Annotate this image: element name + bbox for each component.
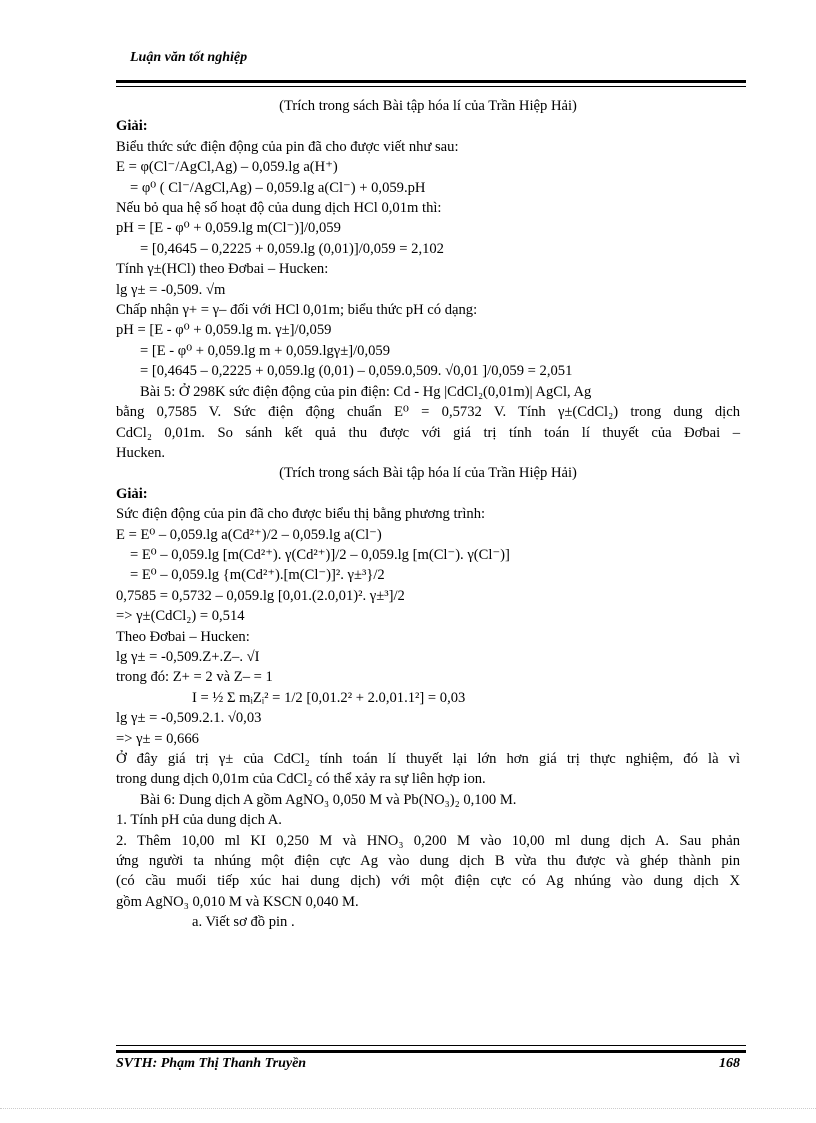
text-line: = φ⁰ ( Cl⁻/AgCl,Ag) – 0,059.lg a(Cl⁻) + 0,059.pH <box>130 179 426 196</box>
text-line: ứng người ta nhúng một điện cực Ag vào dung dịch B vừa thu được và ghép thành pin <box>116 853 740 870</box>
text-line: Biểu thức sức điện động của pin đã cho được viết như sau: <box>116 138 459 155</box>
text-line: a. Viết sơ đồ pin . <box>192 914 295 931</box>
running-header: Luận văn tốt nghiệp <box>130 50 248 65</box>
footer-rule-thin <box>116 1045 746 1046</box>
text-line: = [0,4645 – 0,2225 + 0,059.lg (0,01) – 0,059.0,509. √0,01 ]/0,059 = 2,051 <box>140 363 573 380</box>
text-line: Chấp nhận γ+ = γ– đối với HCl 0,01m; biểu thức pH có dạng: <box>116 302 478 319</box>
text-line: bằng 0,7585 V. Sức điện động chuẩn E⁰ = 0,5732 V. Tính γ±(CdCl₂) trong dung dịch <box>116 404 740 421</box>
text-line: 1. Tính pH của dung dịch A. <box>116 812 282 829</box>
header-rule-thin <box>116 86 746 87</box>
text-line: Bài 6: Dung dịch A gồm AgNO₃ 0,050 M và Pb(NO₃)₂ 0,100 M. <box>140 791 517 808</box>
text-line: Bài 5: Ở 298K sức điện động của pin điện: Cd - Hg |CdCl₂(0,01m)| AgCl, Ag <box>140 383 592 400</box>
text-line: lg γ± = -0,509. √m <box>116 281 226 298</box>
text-line: => γ±(CdCl₂) = 0,514 <box>116 608 245 625</box>
text-line: pH = [E - φ⁰ + 0,059.lg m. γ±]/0,059 <box>116 322 332 339</box>
page-edge-dotted-line <box>0 1108 816 1109</box>
text-line: 2. Thêm 10,00 ml KI 0,250 M và HNO₃ 0,200 M vào 10,00 ml dung dịch A. Sau phản <box>116 832 740 849</box>
text-line: pH = [E - φ⁰ + 0,059.lg m(Cl⁻)]/0,059 <box>116 220 341 237</box>
header-rule-thick <box>116 80 746 83</box>
footer-author: SVTH: Phạm Thị Thanh Truyền <box>116 1056 307 1071</box>
text-line: Tính γ±(HCl) theo Đơbai – Hucken: <box>116 261 329 278</box>
page-number: 168 <box>719 1056 740 1071</box>
text-line: trong dung dịch 0,01m của CdCl₂ có thể xảy ra sự liên hợp ion. <box>116 771 486 788</box>
text-line: E = φ(Cl⁻/AgCl,Ag) – 0,059.lg a(H⁺) <box>116 159 338 176</box>
text-line: Giải: <box>116 118 148 135</box>
text-line: Sức điện động của pin đã cho được biểu thị bằng phương trình: <box>116 506 486 523</box>
text-line: CdCl₂ 0,01m. So sánh kết quả thu được với giá trị tính toán lí thuyết của Đơbai – <box>116 424 740 441</box>
running-footer <box>116 1056 740 1072</box>
text-line: => γ± = 0,666 <box>116 730 199 747</box>
text-line: = E⁰ – 0,059.lg {m(Cd²⁺).[m(Cl⁻)]². γ±³}/2 <box>130 567 385 584</box>
text-line: (có cầu muối tiếp xúc hai dung dịch) với một điện cực có Ag nhúng vào dung dịch X <box>116 873 740 890</box>
text-line: = [0,4645 – 0,2225 + 0,059.lg (0,01)]/0,059 = 2,102 <box>140 240 444 257</box>
page-body <box>116 96 740 933</box>
text-line: lg γ± = -0,509.2.1. √0,03 <box>116 710 262 727</box>
text-line: Hucken. <box>116 444 166 461</box>
text-line: Theo Đơbai – Hucken: <box>116 628 250 645</box>
text-line: (Trích trong sách Bài tập hóa lí của Trần Hiệp Hải) <box>279 98 577 114</box>
text-line: I = ½ Σ mᵢZᵢ² = 1/2 [0,01.2² + 2.0,01.1²] = 0,03 <box>192 689 466 706</box>
text-line: (Trích trong sách Bài tập hóa lí của Trần Hiệp Hải) <box>279 465 577 482</box>
text-line: lg γ± = -0,509.Z+.Z–. √I <box>116 648 260 665</box>
text-line: 0,7585 = 0,5732 – 0,059.lg [0,01.(2.0,01)². γ±³]/2 <box>116 587 405 604</box>
text-line: Nếu bỏ qua hệ số hoạt độ của dung dịch HCl 0,01m thì: <box>116 200 442 217</box>
text-line: trong đó: Z+ = 2 và Z– = 1 <box>116 669 273 686</box>
text-line: Ở đây giá trị γ± của CdCl₂ tính toán lí thuyết lại lớn hơn giá trị thực nghiệm, đó là vì <box>116 751 740 767</box>
text-line: = E⁰ – 0,059.lg [m(Cd²⁺). γ(Cd²⁺)]/2 – 0,059.lg [m(Cl⁻). γ(Cl⁻)] <box>130 546 510 563</box>
text-line: E = E⁰ – 0,059.lg a(Cd²⁺)/2 – 0,059.lg a(Cl⁻) <box>116 526 382 543</box>
text-line: = [E - φ⁰ + 0,059.lg m + 0,059.lgγ±]/0,059 <box>140 342 391 359</box>
text-line: gồm AgNO₃ 0,010 M và KSCN 0,040 M. <box>116 893 359 910</box>
text-line: Giải: <box>116 485 148 502</box>
footer-rule-thick <box>116 1050 746 1053</box>
